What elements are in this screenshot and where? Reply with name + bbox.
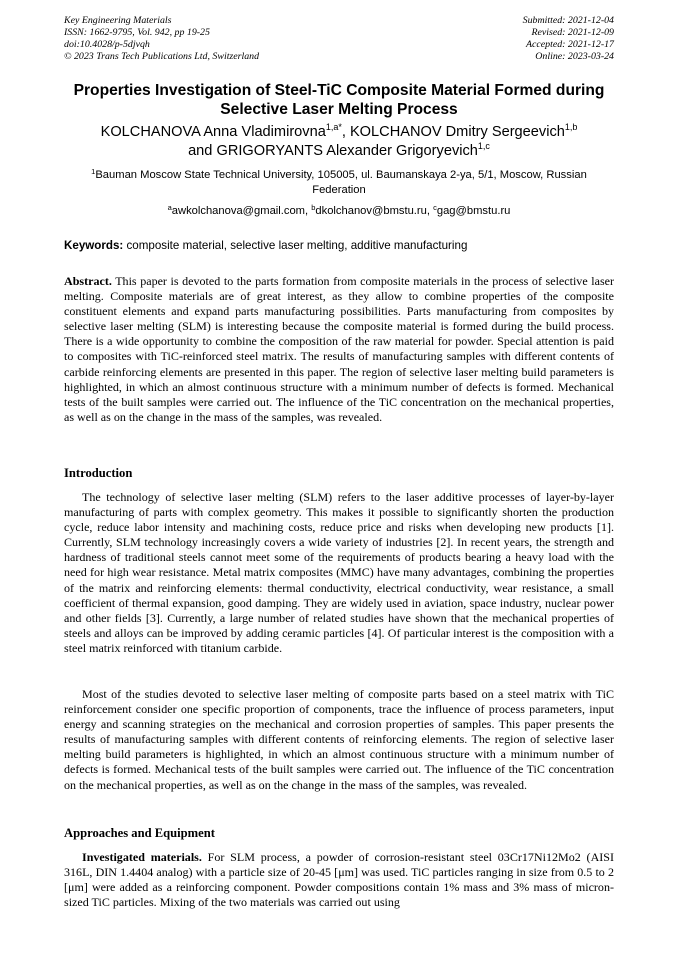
intro-paragraph-1: The technology of selective laser melting (SLM) refers to the laser additive processes of layer-by-layer manufacturing of parts with complex geometry. This makes it possible to significantly shorten the production cycle, reduce labor intensity and machining costs, reduce price and risks when developing new products [1]. Currently, SLM technology increasingly covers a wide variety of industries [2]. In recent years, the strength and hardness of traditional steels cannot meet some of the requirements of products bearing a heavy load with the need for high wear resistance. Metal matrix composites (MMC) have many advantages, combining the properties of the matrix and reinforcing elements: thermal conductivity, electrical conductivity, wear resistance, a small coefficient of thermal expansion, good damping. They are widely used in aviation, space industry, nuclear power and other fields [3]. Currently, a large number of related studies have shown that the mechanical properties of steels and alloys can be improved by adding ceramic particles [4]. Of particular interest is the composition with a steel matrix reinforced with titanium carbide.	[64, 490, 614, 655]
abstract	[64, 274, 614, 425]
author-name: , KOLCHANOV Dmitry Sergeevich	[341, 124, 565, 140]
online-date: Online: 2023-03-24	[535, 51, 614, 62]
publication-dates	[364, 15, 614, 63]
section-heading-approaches: Approaches and Equipment	[64, 826, 215, 840]
copyright: © 2023 Trans Tech Publications Ltd, Switzerland	[64, 51, 260, 62]
affiliation-text: Bauman Moscow State Technical University, 105005, ul. Baumanskaya 2-ya, 5/1, Moscow, Russian Federation	[95, 169, 587, 196]
author-name: KOLCHANOVA Anna Vladimirovna	[100, 124, 326, 140]
email-mark: a	[167, 203, 172, 212]
email-mark: c	[433, 203, 437, 212]
submitted-date: Submitted: 2021-12-04	[522, 15, 614, 26]
keywords	[64, 238, 614, 253]
author-name: and GRIGORYANTS Alexander Grigoryevich	[188, 143, 478, 159]
materials-text: For SLM process, a powder of corrosion-resistant steel 03Cr17Ni12Mo2 (AISI 316L, DIN 1.4404 analog) with a particle size of 20-45 [μm] was used. TiC particles ranging in size from 0.5 to 2 [μm] were added as a reinforcing component. Powder compositions contain 1% mass and 3% mass of micron-sized TiC particles. Mixing of the two materials was carried out using	[64, 850, 614, 910]
doi: doi:10.4028/p-5djvqh	[64, 39, 150, 50]
journal-issn: ISSN: 1662-9795, Vol. 942, pp 19-25	[64, 27, 210, 38]
author-affiliation-mark: 1,a*	[325, 122, 342, 132]
author-affiliation-mark: 1,b	[564, 122, 578, 132]
email-link[interactable]: awkolchanova@gmail.com,	[171, 205, 312, 217]
author-list	[50, 123, 628, 161]
revised-date: Revised: 2021-12-09	[531, 27, 614, 38]
keywords-text: composite material, selective laser melting, additive manufacturing	[123, 239, 468, 252]
section-heading-introduction: Introduction	[64, 466, 133, 480]
abstract-label: Abstract.	[64, 274, 112, 288]
accepted-date: Accepted: 2021-12-17	[525, 39, 614, 50]
materials-paragraph	[64, 850, 614, 910]
author-emails	[70, 204, 608, 219]
paper-title: Properties Investigation of Steel-TiC Composite Material Formed during Selective Laser Melting Process	[73, 82, 605, 118]
email-link[interactable]: gag@bmstu.ru	[436, 205, 511, 217]
author-affiliation-mark: 1,c	[477, 141, 490, 151]
abstract-text: This paper is devoted to the parts formation from composite materials in the process of selective laser melting. Composite materials are of great interest, as they allow to combine properties of the composite constituent elements and expand parts manufacturing possibilities. Parts manufacturing from composites by selective laser melting (SLM) is interesting because the composite material is formed during the build process. There is a wide opportunity to combine the composition of the raw material for powder. Special attention is paid to composites with TiC-reinforced steel matrix. The results of manufacturing samples with different contents of carbide reinforcing elements are presented in this paper. The region of selective laser melting build parameters is highlighted, in which an almost continuous structure with a minimum number of defects is formed. Mechanical tests of the built samples were carried out. The influence of the TiC concentration on the mechanical properties, as well as on the change in the mass of the samples, was revealed.	[64, 274, 614, 424]
email-mark: b	[311, 203, 316, 212]
affiliation-mark: 1	[91, 167, 96, 176]
journal-info	[64, 15, 394, 63]
journal-name: Key Engineering Materials	[64, 15, 172, 26]
affiliation	[70, 168, 608, 198]
email-link[interactable]: dkolchanov@bmstu.ru,	[315, 205, 434, 217]
intro-paragraph-2: Most of the studies devoted to selective laser melting of composite parts based on a steel matrix with TiC reinforcement consider one specific proportion of components, trace the influence of process parameters, input energy and scanning strategies on the mechanical and corrosion properties of samples. This paper presents the results of manufacturing samples with different contents of reinforcing elements. The region of selective laser melting build parameters is highlighted, in which an almost continuous structure with a minimum number of defects is formed. Mechanical tests of the built samples were carried out. The influence of the TiC concentration on the mechanical properties, as well as on the change in the mass of the samples, was revealed.	[64, 687, 614, 792]
keywords-label: Keywords:	[64, 239, 124, 252]
materials-label: Investigated materials.	[82, 850, 202, 864]
